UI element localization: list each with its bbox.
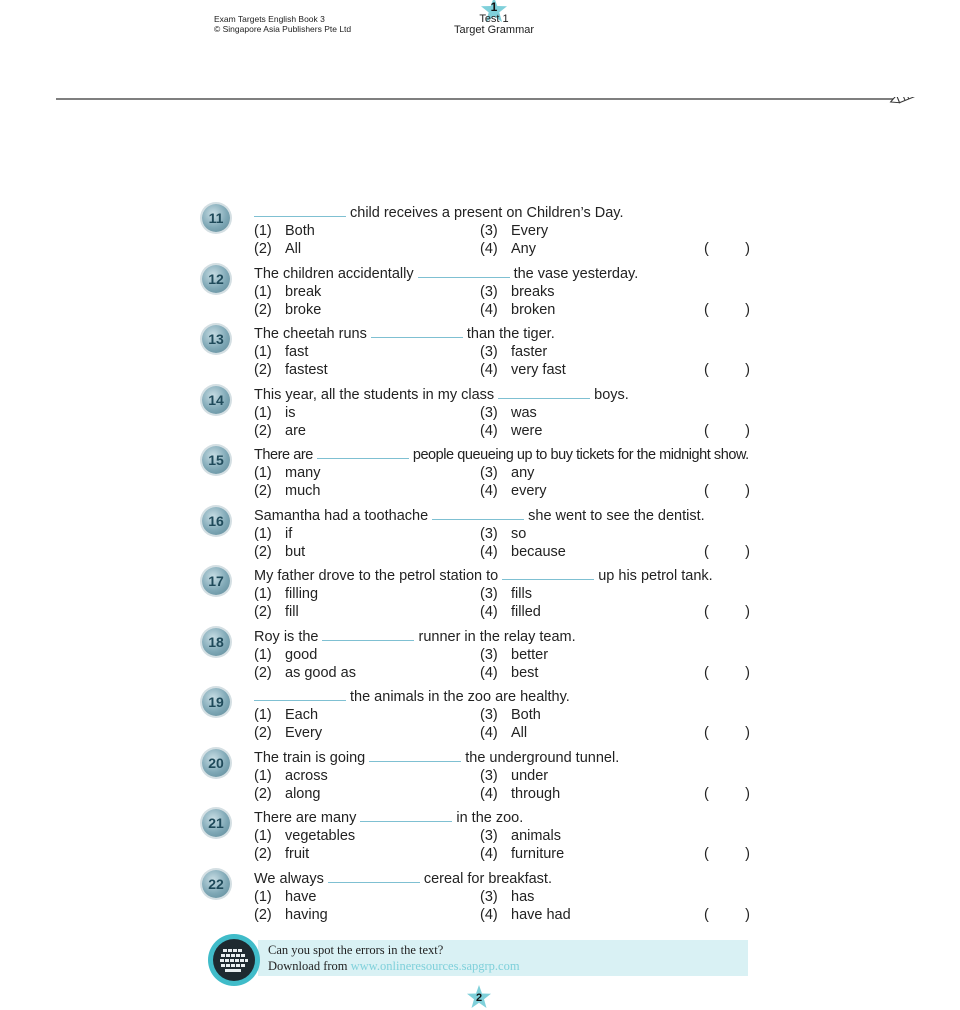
option-3: (3) fills — [480, 586, 532, 602]
option-1: (1) Both — [254, 223, 315, 239]
question-stem: This year, all the students in my class boys. — [254, 387, 629, 403]
question-number-badge: 14 — [202, 386, 230, 414]
option-1: (1) fast — [254, 344, 309, 360]
question-11: 11 child receives a present on Children’s Day. (1) Both (2) All (3) Every (4) Any ( ) — [200, 202, 760, 262]
option-4: (4) through — [480, 786, 561, 802]
answer-blank — [498, 387, 590, 399]
question-13: 13 The cheetah runs than the tiger. (1) fast (2) fastest (3) faster (4) very fast ( ) — [200, 323, 760, 383]
option-3: (3) breaks — [480, 284, 555, 300]
question-stem: The children accidentally the vase yesterday. — [254, 266, 639, 282]
question-20: 20 The train is going the underground tunnel. (1) across (2) along (3) under (4) through ( ) — [200, 747, 760, 807]
answer-blank — [317, 447, 409, 459]
option-3: (3) has — [480, 889, 535, 905]
option-2: (2) fastest — [254, 362, 328, 378]
question-stem: There are many in the zoo. — [254, 810, 524, 826]
option-1: (1) is — [254, 405, 296, 421]
option-2: (2) broke — [254, 302, 322, 318]
question-18: 18 Roy is the runner in the relay team. (1) good (2) as good as (3) better (4) best ( ) — [200, 626, 760, 686]
promo-download-line: Download from www.onlineresources.sapgrp.com — [268, 959, 520, 973]
answer-blank — [322, 629, 414, 641]
answer-blank — [432, 508, 524, 520]
option-2: (2) as good as — [254, 665, 356, 681]
answer-blank — [418, 266, 510, 278]
header-rule-with-pencil — [56, 97, 948, 117]
answer-blank — [254, 205, 346, 217]
question-stem: The cheetah runs than the tiger. — [254, 326, 555, 342]
option-4: (4) because — [480, 544, 566, 560]
test-heading — [446, 14, 542, 36]
option-2: (2) but — [254, 544, 306, 560]
question-stem: child receives a present on Children’s Day. — [254, 205, 624, 221]
option-3: (3) faster — [480, 344, 548, 360]
question-number-badge: 12 — [202, 265, 230, 293]
option-1: (1) break — [254, 284, 322, 300]
answer-blank — [328, 871, 420, 883]
option-3: (3) so — [480, 526, 527, 542]
footer-page-star — [466, 984, 492, 1010]
option-1: (1) Each — [254, 707, 319, 723]
book-title: Exam Targets English Book 3 — [214, 14, 325, 24]
option-2: (2) much — [254, 483, 321, 499]
option-4: (4) All — [480, 725, 528, 741]
question-15: 15 There are people queueing up to buy tickets for the midnight show. (1) many (2) much (3) any (4) every ( ) — [200, 444, 760, 504]
answer-blank — [360, 810, 452, 822]
option-4: (4) have had — [480, 907, 571, 923]
test-label: Test 1 — [479, 13, 509, 25]
option-3: (3) Every — [480, 223, 549, 239]
keyboard-icon — [208, 934, 260, 986]
question-number-badge: 13 — [202, 325, 230, 353]
option-2: (2) All — [254, 241, 302, 257]
option-1: (1) many — [254, 465, 321, 481]
question-14: 14 This year, all the students in my class boys. (1) is (2) are (3) was (4) were ( ) — [200, 384, 760, 444]
question-stem: We always cereal for breakfast. — [254, 871, 552, 887]
option-3: (3) was — [480, 405, 537, 421]
question-number-badge: 21 — [202, 809, 230, 837]
option-3: (3) animals — [480, 828, 561, 844]
option-4: (4) broken — [480, 302, 556, 318]
question-17: 17 My father drove to the petrol station to up his petrol tank. (1) filling (2) fill (3) fills (4) filled ( ) — [200, 565, 760, 625]
option-4: (4) Any — [480, 241, 536, 257]
question-stem: My father drove to the petrol station to up his petrol tank. — [254, 568, 713, 584]
option-4: (4) filled — [480, 604, 541, 620]
answer-blank — [502, 568, 594, 580]
option-2: (2) Every — [254, 725, 323, 741]
option-4: (4) best — [480, 665, 539, 681]
question-number-badge: 22 — [202, 870, 230, 898]
option-3: (3) Both — [480, 707, 541, 723]
question-number-badge: 16 — [202, 507, 230, 535]
footer-page-number: 2 — [475, 992, 483, 1004]
question-number-badge: 18 — [202, 628, 230, 656]
option-3: (3) under — [480, 768, 549, 784]
section-label: Target Grammar — [453, 24, 535, 36]
option-1: (1) if — [254, 526, 293, 542]
option-4: (4) every — [480, 483, 547, 499]
option-1: (1) good — [254, 647, 318, 663]
option-1: (1) across — [254, 768, 328, 784]
option-4: (4) very fast — [480, 362, 566, 378]
publisher-info — [214, 14, 351, 34]
question-number-badge: 17 — [202, 567, 230, 595]
question-number-badge: 20 — [202, 749, 230, 777]
option-2: (2) having — [254, 907, 328, 923]
question-number-badge: 11 — [202, 204, 230, 232]
option-1: (1) have — [254, 889, 317, 905]
option-3: (3) any — [480, 465, 535, 481]
header-page-number: 1 — [490, 0, 498, 14]
option-4: (4) furniture — [480, 846, 565, 862]
copyright-line: © Singapore Asia Publishers Pte Ltd — [214, 24, 352, 34]
question-12: 12 The children accidentally the vase yesterday. (1) break (2) broke (3) breaks (4) broken ( ) — [200, 263, 760, 323]
question-21: 21 There are many in the zoo. (1) vegetables (2) fruit (3) animals (4) furniture ( ) — [200, 807, 760, 867]
question-number-badge: 15 — [202, 446, 230, 474]
option-2: (2) fruit — [254, 846, 310, 862]
answer-blank — [369, 750, 461, 762]
answer-blank — [371, 326, 463, 338]
option-4: (4) were — [480, 423, 543, 439]
question-stem: the animals in the zoo are healthy. — [254, 689, 570, 705]
question-stem: Roy is the runner in the relay team. — [254, 629, 576, 645]
option-3: (3) better — [480, 647, 549, 663]
promo-question: Can you spot the errors in the text? — [268, 943, 444, 957]
option-1: (1) vegetables — [254, 828, 356, 844]
question-number-badge: 19 — [202, 688, 230, 716]
question-stem: The train is going the underground tunnel. — [254, 750, 620, 766]
option-2: (2) are — [254, 423, 306, 439]
option-2: (2) fill — [254, 604, 299, 620]
option-1: (1) filling — [254, 586, 319, 602]
answer-blank — [254, 689, 346, 701]
question-19: 19 the animals in the zoo are healthy. (1) Each (2) Every (3) Both (4) All ( ) — [200, 686, 760, 746]
question-22: 22 We always cereal for breakfast. (1) have (2) having (3) has (4) have had ( ) — [200, 868, 760, 928]
resources-link[interactable]: www.onlineresources.sapgrp.com — [350, 959, 520, 973]
question-stem: There are people queueing up to buy tickets for the midnight show. — [254, 447, 749, 463]
option-2: (2) along — [254, 786, 321, 802]
question-stem: Samantha had a toothache she went to see the dentist. — [254, 508, 705, 524]
question-16: 16 Samantha had a toothache she went to see the dentist. (1) if (2) but (3) so (4) because ( ) — [200, 505, 760, 565]
